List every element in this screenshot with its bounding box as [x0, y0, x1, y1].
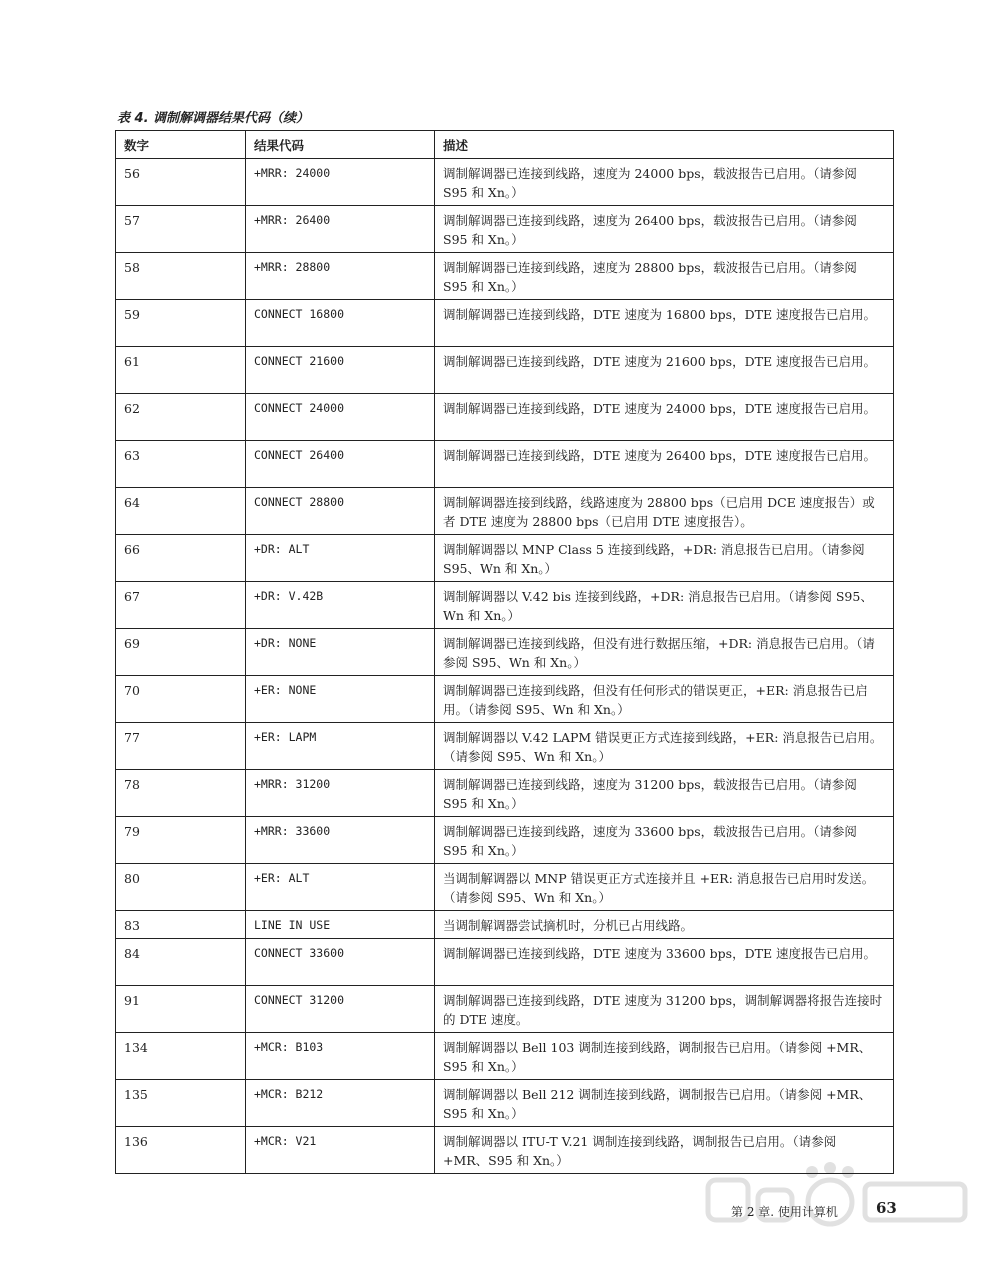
table-row: [116, 441, 894, 488]
table-row: [116, 582, 894, 629]
cell-description: 调制解调器已连接到线路，DTE 速度为 16800 bps，DTE 速度报告已启用。: [435, 300, 894, 347]
table-row: [116, 770, 894, 817]
cell-number: 69: [116, 629, 246, 676]
cell-number: 64: [116, 488, 246, 535]
table-row: [116, 300, 894, 347]
cell-number: 62: [116, 394, 246, 441]
cell-description: 调制解调器连接到线路，线路速度为 28800 bps（已启用 DCE 速度报告）或者 DTE 速度为 28800 bps（已启用 DTE 速度报告）。: [435, 488, 894, 535]
table-row: [116, 206, 894, 253]
result-codes-table: [115, 130, 894, 1174]
cell-code: +MRR: 28800: [246, 253, 435, 300]
cell-number: 63: [116, 441, 246, 488]
cell-code: CONNECT 26400: [246, 441, 435, 488]
cell-number: 91: [116, 986, 246, 1033]
cell-number: 135: [116, 1080, 246, 1127]
cell-description: 调制解调器以 V.42 LAPM 错误更正方式连接到线路，+ER: 消息报告已启用。（请参阅 S95、Wn 和 Xn。）: [435, 723, 894, 770]
cell-number: 78: [116, 770, 246, 817]
cell-description: 调制解调器已连接到线路，DTE 速度为 26400 bps，DTE 速度报告已启用。: [435, 441, 894, 488]
cell-code: CONNECT 24000: [246, 394, 435, 441]
cell-number: 136: [116, 1127, 246, 1174]
cell-code: +MRR: 33600: [246, 817, 435, 864]
cell-number: 66: [116, 535, 246, 582]
cell-description: 调制解调器以 Bell 103 调制连接到线路，调制报告已启用。（请参阅 +MR、S95 和 Xn。）: [435, 1033, 894, 1080]
cell-description: 调制解调器已连接到线路，速度为 31200 bps，载波报告已启用。（请参阅 S95 和 Xn。）: [435, 770, 894, 817]
cell-code: +MCR: B103: [246, 1033, 435, 1080]
cell-description: 调制解调器已连接到线路，速度为 28800 bps，载波报告已启用。（请参阅 S95 和 Xn。）: [435, 253, 894, 300]
cell-code: +ER: ALT: [246, 864, 435, 911]
cell-number: 83: [116, 911, 246, 939]
cell-number: 70: [116, 676, 246, 723]
table-row: [116, 1033, 894, 1080]
cell-description: 当调制解调器尝试摘机时，分机已占用线路。: [435, 911, 894, 939]
cell-code: +MCR: B212: [246, 1080, 435, 1127]
cell-number: 56: [116, 159, 246, 206]
cell-description: 调制解调器已连接到线路，但没有进行数据压缩，+DR: 消息报告已启用。（请参阅 S95、Wn 和 Xn。）: [435, 629, 894, 676]
cell-description: 当调制解调器以 MNP 错误更正方式连接并且 +ER: 消息报告已启用时发送。（请参阅 S95、Wn 和 Xn。）: [435, 864, 894, 911]
cell-description: 调制解调器已连接到线路，DTE 速度为 31200 bps，调制解调器将报告连接时的 DTE 速度。: [435, 986, 894, 1033]
table-row: [116, 1080, 894, 1127]
cell-code: +ER: NONE: [246, 676, 435, 723]
cell-description: 调制解调器已连接到线路，DTE 速度为 21600 bps，DTE 速度报告已启用。: [435, 347, 894, 394]
table-header-row: [116, 131, 894, 159]
cell-description: 调制解调器以 MNP Class 5 连接到线路，+DR: 消息报告已启用。（请参阅 S95、Wn 和 Xn。）: [435, 535, 894, 582]
cell-code: LINE IN USE: [246, 911, 435, 939]
cell-code: +MRR: 31200: [246, 770, 435, 817]
cell-number: 134: [116, 1033, 246, 1080]
cell-description: 调制解调器以 V.42 bis 连接到线路，+DR: 消息报告已启用。（请参阅 S95、Wn 和 Xn。）: [435, 582, 894, 629]
cell-code: CONNECT 16800: [246, 300, 435, 347]
cell-description: 调制解调器已连接到线路，DTE 速度为 33600 bps，DTE 速度报告已启用。: [435, 939, 894, 986]
page-number: 63: [876, 1199, 897, 1217]
footer-chapter: 第 2 章. 使用计算机: [731, 1205, 838, 1219]
table-caption: 表 4. 调制解调器结果代码（续）: [117, 111, 310, 126]
cell-description: 调制解调器已连接到线路，速度为 26400 bps，载波报告已启用。（请参阅 S95 和 Xn。）: [435, 206, 894, 253]
cell-code: CONNECT 33600: [246, 939, 435, 986]
table-row: [116, 817, 894, 864]
table-row: [116, 159, 894, 206]
header-number: 数字: [116, 131, 246, 159]
table-row: [116, 676, 894, 723]
cell-code: CONNECT 21600: [246, 347, 435, 394]
cell-number: 57: [116, 206, 246, 253]
cell-number: 61: [116, 347, 246, 394]
cell-number: 84: [116, 939, 246, 986]
cell-description: 调制解调器已连接到线路，但没有任何形式的错误更正，+ER: 消息报告已启用。（请参阅 S95、Wn 和 Xn。）: [435, 676, 894, 723]
cell-code: CONNECT 28800: [246, 488, 435, 535]
header-result-code: 结果代码: [246, 131, 435, 159]
cell-number: 79: [116, 817, 246, 864]
cell-description: 调制解调器以 ITU-T V.21 调制连接到线路，调制报告已启用。（请参阅 +MR、S95 和 Xn。）: [435, 1127, 894, 1174]
cell-description: 调制解调器已连接到线路，速度为 33600 bps，载波报告已启用。（请参阅 S95 和 Xn。）: [435, 817, 894, 864]
cell-code: +DR: ALT: [246, 535, 435, 582]
table-row: [116, 939, 894, 986]
cell-code: +DR: V.42B: [246, 582, 435, 629]
header-description: 描述: [435, 131, 894, 159]
cell-code: CONNECT 31200: [246, 986, 435, 1033]
table-row: [116, 723, 894, 770]
cell-description: 调制解调器已连接到线路，DTE 速度为 24000 bps，DTE 速度报告已启用。: [435, 394, 894, 441]
cell-description: 调制解调器已连接到线路，速度为 24000 bps，载波报告已启用。（请参阅 S95 和 Xn。）: [435, 159, 894, 206]
cell-number: 59: [116, 300, 246, 347]
table-row: [116, 394, 894, 441]
table-row: [116, 535, 894, 582]
table-row: [116, 253, 894, 300]
table-row: [116, 986, 894, 1033]
cell-number: 67: [116, 582, 246, 629]
cell-number: 80: [116, 864, 246, 911]
table-row: [116, 911, 894, 939]
table-row: [116, 488, 894, 535]
table-row: [116, 629, 894, 676]
cell-code: +MRR: 24000: [246, 159, 435, 206]
cell-description: 调制解调器以 Bell 212 调制连接到线路，调制报告已启用。（请参阅 +MR、S95 和 Xn。）: [435, 1080, 894, 1127]
table-body: [116, 159, 894, 1174]
cell-code: +MCR: V21: [246, 1127, 435, 1174]
cell-code: +MRR: 26400: [246, 206, 435, 253]
cell-number: 58: [116, 253, 246, 300]
cell-number: 77: [116, 723, 246, 770]
table-row: [116, 1127, 894, 1174]
cell-code: +ER: LAPM: [246, 723, 435, 770]
table-row: [116, 864, 894, 911]
table-row: [116, 347, 894, 394]
cell-code: +DR: NONE: [246, 629, 435, 676]
